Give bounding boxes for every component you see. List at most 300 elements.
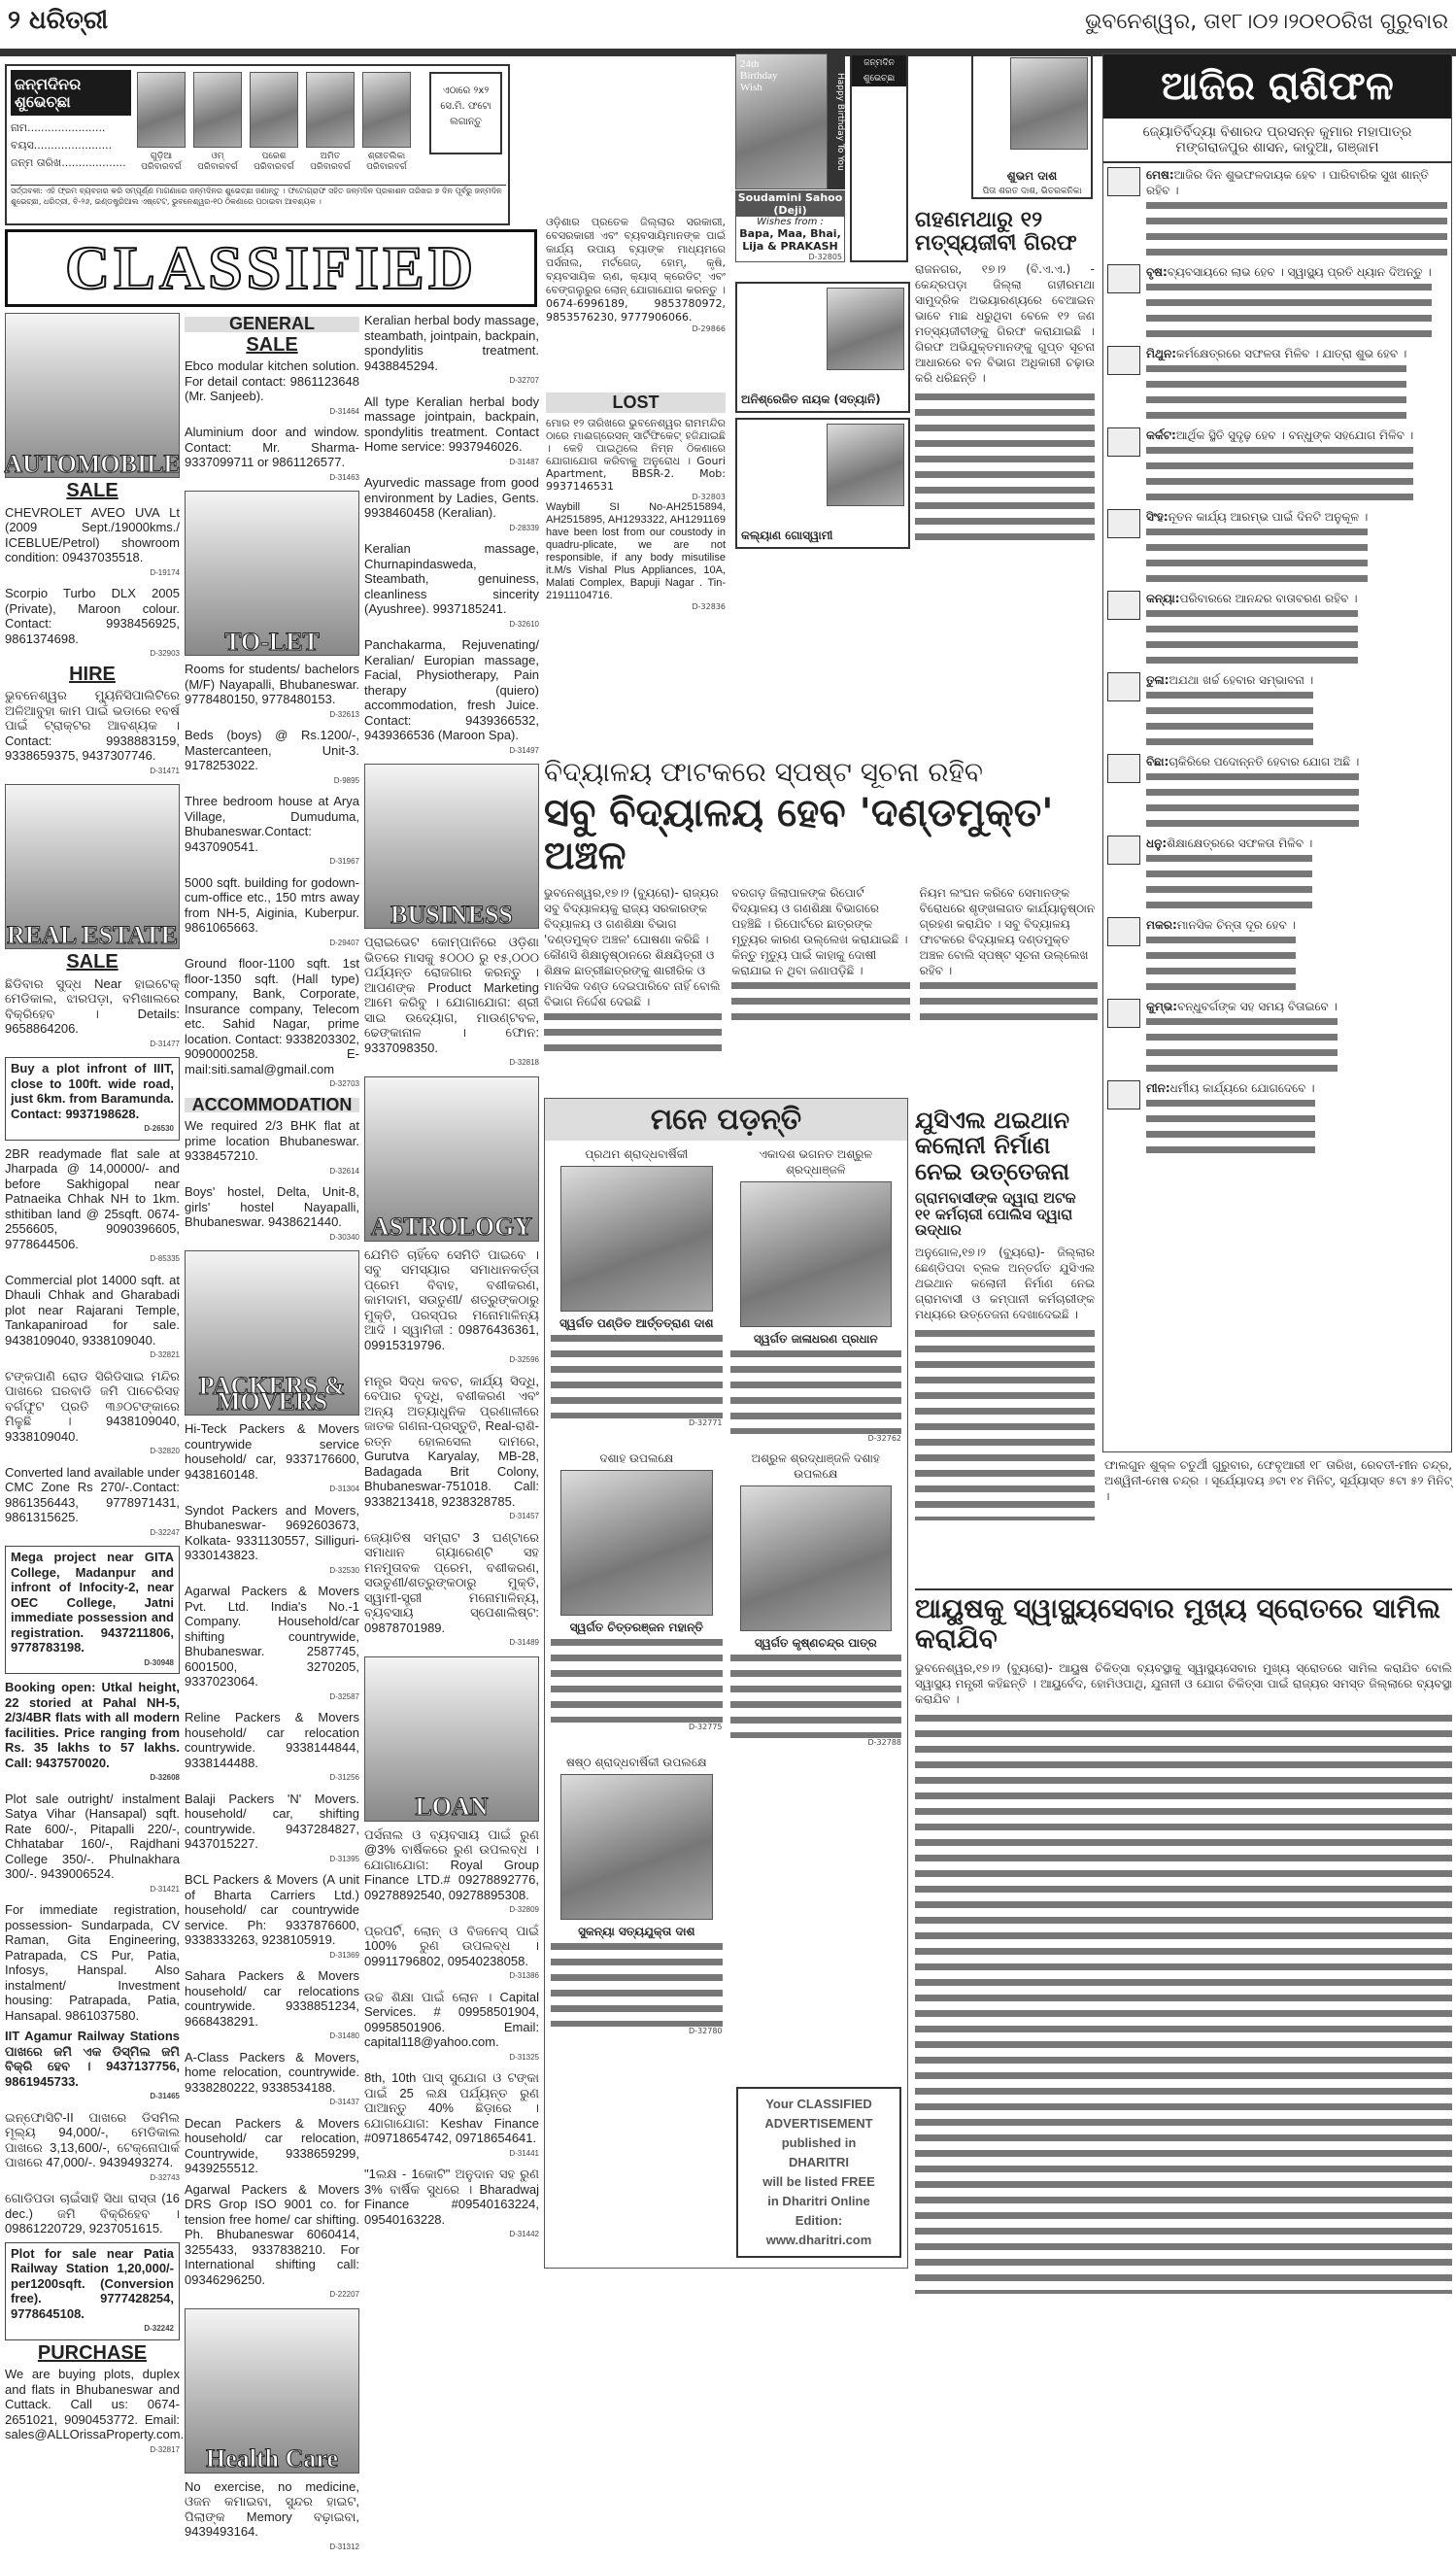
child-photo — [306, 72, 355, 148]
classified-ad — [364, 2070, 539, 2161]
ad-text: ଗୋଡିପଡା ଚାଇଁସାହି ସିଧା ରାସ୍ତା (16 dec.) ଜମି ବିକ୍ରିହେବ । 09861220729, 9237051615. — [5, 2191, 180, 2236]
ad-code: D-31442 — [509, 2230, 539, 2238]
ad-text: Keralian massage, Churnapindasweda, Steambath, genuiness, cleanliness sincerity (Ayushree). 9937185241. — [364, 541, 539, 616]
ad-code: D-31480 — [329, 2031, 359, 2040]
ad-code: D-31477 — [150, 1039, 180, 1048]
obituary-entry — [551, 1146, 723, 1443]
zodiac-name: ମିଥୁନ: — [1146, 347, 1177, 360]
classified-ad — [364, 541, 539, 631]
lost-ad: ମୋର ୧୨ ତାରିଖରେ ଭୁବନେଶ୍ୱର ରାମମନ୍ଦିର ଠାରେ ମାଈଗ୍ରେସନ୍ ସାର୍ଟିଫିକେଟ୍ ହଜିଯାଇଛି । କେହି ପାଇଥିଲେ ନିମ୍ନ ଠିକଣାରେ ଯୋଗାଯୋଗ କରିବାକୁ ଅନୁରୋଧ । Gouri Apartment, BBSR-2. Mob: 9937146531 — [546, 417, 726, 493]
section-heading: PURCHASE — [37, 2341, 148, 2364]
ad-code: D-32530 — [329, 1565, 359, 1575]
ad-text: Agarwal Packers & Movers Pvt. Ltd. India's No.-1 Company. Household/car shifting countrywide, Bhubaneswar. 2587745, 6001500, 3270205, 9337023064. — [185, 1584, 359, 1689]
automobile-banner-image: AUTOMOBILE — [5, 313, 180, 478]
child-entry — [137, 72, 186, 173]
ad-text: Beds (boys) @ Rs.1200/-, Mastercanteen, Unit-3. 9178253022. — [185, 728, 359, 772]
children-photos — [137, 66, 411, 173]
section-heading: SALE — [66, 480, 119, 501]
ad-code: D-31487 — [509, 457, 539, 466]
ad-code: D-32775 — [689, 1723, 723, 1731]
obituary-text — [551, 1635, 723, 1723]
ad-code: D-32805 — [808, 253, 842, 261]
classified-ad — [185, 358, 359, 419]
category-heading: GENERAL — [185, 317, 359, 332]
zodiac-name: ମକର: — [1146, 918, 1177, 932]
zodiac-entry — [1107, 917, 1447, 995]
zodiac-name: ମୀନ: — [1146, 1081, 1170, 1095]
ad-code: D-19174 — [150, 567, 180, 577]
ad-code: D-31256 — [329, 1773, 359, 1782]
ad-code: D-22207 — [329, 2290, 359, 2299]
classified-ad — [185, 1118, 359, 1178]
ad-code: D-32803 — [692, 493, 726, 501]
classified-ad — [185, 1184, 359, 1245]
classified-ad — [5, 1146, 180, 1267]
business-banner-image: BUSINESS — [364, 764, 539, 929]
obituary-label: ପ୍ରଥମ ଶ୍ରାଦ୍ଧବାର୍ଷିକୀ — [585, 1147, 689, 1161]
obituary-entry — [551, 1755, 723, 2035]
birthday-card-3 — [735, 282, 910, 413]
classified-ad — [185, 2050, 359, 2110]
ad-code: D-32771 — [689, 1418, 723, 1427]
birthday-fields — [11, 119, 131, 172]
loan-banner-image: LOAN — [364, 1656, 539, 1822]
classified-ad — [185, 1503, 359, 1579]
ad-code: D-31465 — [150, 2092, 180, 2100]
zodiac-text: ବ୍ୟବସାୟରେ ଲାଭ ହେବ । ସ୍ୱାସ୍ଥ୍ୟ ପ୍ରତି ଧ୍ୟାନ ଦିଅନ୍ତୁ । — [1167, 265, 1432, 279]
classified-ad — [364, 637, 539, 758]
ad-text: Booking open: Utkal height, 22 storied at Pahal NH-5, 2/3/4BR flats with all modern facilities. Price ranging from Rs. 35 lakhs to 57 lakhs. Call: 9437570020. — [5, 1680, 180, 1770]
ad-code: D-30340 — [329, 1232, 359, 1242]
zodiac-more-text — [1146, 361, 1406, 424]
zodiac-sign-icon — [1107, 427, 1140, 457]
deceased-name: ସ୍ୱର୍ଗତ କୃଷ୍ଣଚନ୍ଦ୍ର ପାତ୍ର — [754, 1636, 877, 1650]
ad-text: CHEVROLET AVEO UVA Lt (2009 Sept./19000kms./ ICEBLUE/Petrol) showroom condition: 09437035518. — [5, 504, 180, 564]
section-heading: SALE — [246, 333, 298, 356]
classified-ad — [364, 1530, 539, 1651]
headline: ଗହଣମଥାରୁ ୧୨ ମତ୍ସ୍ୟଜୀବୀ ଗିରଫ — [915, 208, 1077, 256]
ad-code: D-26530 — [144, 1124, 174, 1133]
category-heading: ACCOMMODATION — [185, 1098, 359, 1113]
ad-code: D-32587 — [329, 1691, 359, 1701]
zodiac-sign-icon — [1107, 591, 1140, 620]
ad-code: D-31386 — [509, 1971, 539, 1980]
ad-text: 2BR readymade flat sale at Jharpada @ 14,00000/- and before Sakhigopal near Patnaeika Chhak NH to 1km. sthitiban land @ 25sqft. 0674-2556605, 9090396605, 9778644506. — [5, 1145, 180, 1251]
classified-ad — [185, 956, 359, 1092]
child-caption: ଶ୍ରୀତଲିକା ପରିବାରବର୍ଗ — [366, 152, 407, 172]
classified-ad — [364, 1247, 539, 1368]
classified-ad — [5, 1680, 180, 1786]
ad-code: D-85335 — [150, 1254, 180, 1263]
age-field[interactable]: ବୟସ....................... — [11, 139, 113, 153]
ad-text: Sahara Packers & Movers household/ car relocations countrywide. 9338851234, 9668438291. — [185, 1968, 359, 2029]
classified-ad — [185, 425, 359, 485]
zodiac-entry — [1107, 591, 1447, 668]
real-estate-banner-image: REAL ESTATE — [5, 784, 180, 949]
birthday-form — [5, 64, 510, 225]
colony-story — [915, 1108, 1095, 1520]
classified-ad — [185, 1421, 359, 1497]
ad-code: D-28339 — [509, 523, 539, 532]
zodiac-name: ତୁଳା: — [1146, 673, 1169, 687]
zodiac-sign-icon — [1107, 836, 1140, 865]
ad-text: ଛିଡିବାର ସୁଦ୍ଧ Near ହାଇଟେକ୍ ମେଡିକାଲ, ଝାରପଡ଼ା, ବମିଖାଲରେ ବିକ୍ରିହେବ । Details: 9658864206. — [5, 975, 180, 1036]
ad-code: D-32788 — [867, 1738, 901, 1747]
zodiac-name: ବୃଷ: — [1146, 265, 1168, 279]
zodiac-more-text — [1146, 198, 1447, 260]
ad-text: Scorpio Turbo DLX 2005 (Private), Maroon colour. Contact: 9938456925, 9861374698. — [5, 586, 180, 646]
zodiac-text: ଶିକ୍ଷାକ୍ଷେତ୍ରରେ ସଫଳତା ମିଳିବ । — [1167, 836, 1313, 850]
child-caption: ଅମିତ ପରିବାରବର୍ଗ — [310, 152, 351, 172]
obituary-label: ଦଶାହ ଉପଲକ୍ଷେ — [599, 1451, 674, 1465]
birthday-card-shubham — [850, 53, 908, 262]
zodiac-text: ଧର୍ମୀୟ କାର୍ଯ୍ୟରେ ଯୋଗଦେବେ । — [1169, 1081, 1315, 1095]
section-heading: SALE — [66, 951, 119, 973]
ad-code: D-31497 — [509, 745, 539, 755]
ad-text: Hi-Teck Packers & Movers countrywide service household/ car, 9337176600, 9438160148. — [185, 1421, 359, 1482]
obituary-label: ଏକାଦଶ ଭଗନତ ଅଶ୍ରୁଳ ଶ୍ରଦ୍ଧାଞ୍ଜଳି — [759, 1147, 872, 1177]
story-columns — [544, 885, 1098, 1056]
classified-ad — [185, 662, 359, 722]
ad-text: All type Keralian herbal body massage jointpain, backpain, spondylitis treatment. Contact Home service: 9937946026. — [364, 393, 539, 454]
ad-text: ଜ୍ୟୋତିଷ ସମ୍ରାଟ 3 ଘଣ୍ଟାରେ ସମାଧାନ ଗ୍ୟାରେଣ୍ଟି ସହ ମନମୁତାବକ ପ୍ରେମ, ବଶୀକରଣ, ସଉତୁଣୀ/ଶତ୍ରୁଙ୍କଠାରୁ ମୁକ୍ତି, ସ୍ୱାମୀ-ସ୍ତ୍ରୀ ମନୋମାଳିନ୍ୟ, ବ୍ୟବସାୟ ସ୍ପେଶାଲିଷ୍ଟ: 09878701989. — [364, 1529, 539, 1635]
zodiac-entry — [1107, 264, 1447, 342]
obituary-text — [551, 1939, 723, 2027]
birthday-name: ଶୁଭମ ଦାଶ — [1006, 169, 1058, 183]
zodiac-name: କର୍କଟ: — [1146, 428, 1176, 442]
zodiac-more-text — [1146, 606, 1358, 668]
story-column: ବରଗଡ଼ ଜିଲାପାଳଙ୍କ ରିପୋର୍ଟ ବିଦ୍ୟାଳୟ ଓ ଗଣଶିକ୍ଷା ବିଭାଗରେ ପହଞ୍ଚିଛି । ରିପୋର୍ଟରେ ଛାତ୍ରଙ୍କ ମୃତ୍ୟୁର କାରଣ ଉଲ୍ଲେଖ କରାଯାଇଛି । କିନ୍ତୁ ମୃତ୍ୟୁ ପାଇଁ କାହାକୁ ଦୋଷୀ କରାଯାଇ ନ ଥିବା ଜଣାପଡ଼ିଛି । — [731, 885, 908, 977]
classified-ad — [185, 2479, 359, 2555]
ad-text: Three bedroom house at Arya Village, Dumuduma, Bhubaneswar.Contact: 9437090541. — [185, 794, 359, 854]
classified-ad — [364, 2167, 539, 2242]
ad-text: We are buying plots, duplex and flats in Bhubaneswar and Cuttack. Call us: 0674-2651021, 9090453772. Email: sales@ALLOrissaProperty.com. — [5, 2367, 185, 2441]
ad-code: D-32821 — [150, 1350, 180, 1359]
ad-code: D-31441 — [509, 2148, 539, 2158]
zodiac-sign-icon — [1107, 346, 1140, 375]
classified-ad — [5, 2242, 180, 2340]
main-headline: ସବୁ ବିଦ୍ୟାଳୟ ହେବ 'ଦଣ୍ଡମୁକ୍ତ' ଅଞ୍ଚଳ — [544, 790, 1054, 878]
birthday-card-2 — [971, 53, 1093, 199]
ad-text: Reline Packers & Movers household/ car relocation countrywide. 9338144844, 9338144488. — [185, 1710, 359, 1770]
ad-code: D-31437 — [329, 2098, 359, 2106]
astrologer-place: ମଙ୍ଗରାଜପୁର ଶାସନ, କାଦୁଆ, ଗଞ୍ଜାମ — [1175, 140, 1379, 155]
loan-notice-text: ଓଡ଼ିଶାର ପ୍ରତେକ ଜିଲ୍ଲାର ସରକାରୀ, ବେସରକାରୀ ଏବଂ ବ୍ୟବସାୟିମାନଙ୍କ ପାଇଁ କାର୍ଯ୍ୟ ଉପାୟ ବ୍ୟାଙ୍କ ମାଧ୍ୟମରେ ପର୍ସନାଲ, ମର୍ଟଗେଜ୍, ହୋମ୍, କୃଷି, ବ୍ୟବସାୟିକ ଋଣ, କ୍ୟାସ୍ କ୍ରେଡିଟ୍ ଏବଂ ବେଙ୍ଗଲୁରୁର ଲୋନ୍ ଯୋଗାଯୋଗ କରନ୍ତୁ । 0674-6996189, 9853780972, 9853576230, 9777906066. — [546, 216, 726, 324]
ad-text: Balaji Packers 'N' Movers. household/ car, shifting countrywide. 9437284827, 9437015227. — [185, 1791, 359, 1851]
ad-text: Buy a plot infront of IIIT, close to 100ft. wide road, just 6km. from Baramunda. Contact: 9937198628. — [11, 1061, 174, 1121]
ad-text: A-Class Packers & Movers, home relocation, countrywide. 9338280222, 9338534188. — [185, 2049, 359, 2095]
wishes-from: Bapa, Maa, Bhai, Lija & PRAKASH — [739, 227, 841, 253]
classified-ad — [5, 2110, 180, 2186]
zodiac-more-text — [1146, 280, 1432, 342]
ad-code: D-31369 — [329, 1950, 359, 1960]
ad-text: "1ଲକ୍ଷ - 1କୋଟି" ଅନୁଦାନ ସହ ରୁଣ 3% ବାର୍ଷିକ ସୁଧରେ । Bharadwaj Finance #09540163224, 09540163228. — [364, 2167, 539, 2227]
classified-ad — [185, 875, 359, 951]
soudamini-photo — [735, 53, 828, 189]
ad-code: D-32820 — [150, 1447, 180, 1455]
zodiac-more-text — [1146, 769, 1359, 832]
classified-column-3 — [364, 313, 539, 2248]
date-line: ଭୁବନେଶ୍ୱର, ତା୧୮।୦୨।୨୦୧୦ରିଖ ଗୁରୁବାର — [1085, 10, 1448, 34]
classified-ad — [5, 2029, 180, 2104]
lost-ad: Waybill SI No-AH2515894, AH2515895, AH1293322, AH1291169 have been lost from our coustody in quadru-plicate, we are not responsible, if any body misutilise it.M/s Vishal Plus Appliances, 10A, Malati Complex, Bapuji Nagar . Tin-21911104716. — [546, 501, 726, 601]
zodiac-sign-icon — [1107, 1080, 1140, 1109]
ad-text: Converted land available under CMC Zone Rs 270/-.Contact: 9861356443, 9778971431, 9861315625. — [5, 1464, 180, 1524]
classified-ad — [5, 2367, 185, 2457]
classified-ad — [5, 976, 180, 1052]
birthday-terms: ସର୍ତ୍ତାବଳୀ: ଏହି ଫ୍ରମ ବ୍ୟବହାର କରି ସମ୍ପୂର୍ଣ୍ଣ ମାଗଣାରେ ଜନ୍ମଦିନର ଶୁଭେଚ୍ଛା ଜଣାନ୍ତୁ । ଫଟୋଗ୍ରାଫ ସହିତ ଜନ୍ମଦିନ ପ୍ରକାଶନ ତାରିଖର ୭ ଦିନ ପୂର୍ବରୁ ଜନ୍ମଦିନ ଶୁଭେଚ୍ଛା, ଧରିତ୍ରୀ, ବି-୨୬, ଇଣ୍ଡଷ୍ଟ୍ରିଆଲ ଏଷ୍ଟେଟ, ଭୁବନେଶ୍ୱର-୧୦ ଠିକଣାରେ ପଠାଇବା ଆବଶ୍ୟକ । — [11, 185, 506, 207]
obituary-text — [730, 1651, 902, 1738]
astrology-banner-image: ASTROLOGY — [364, 1076, 539, 1242]
zodiac-entry — [1107, 1080, 1447, 1158]
ad-text: Ebco modular kitchen solution. For detail contact: 9861123648 (Mr. Sanjeeb). — [185, 358, 359, 403]
classified-ad — [364, 1990, 539, 2065]
birthday-parent: ପିତା ଶରତ ଦାଶ, ଭିତରକନିକା — [982, 187, 1082, 196]
ad-text: ପ୍ରପର୍ଟି, ଲୋନ୍ ଓ ବିଜନେସ୍ ପାଇଁ 100% ରୁଣ ଉପଲବ୍ଧ । 09911796802, 09540238058. — [364, 1923, 539, 1968]
ad-text: Decan Packers & Movers household/ car relocation, Countrywide, 9338659299, 9439255512. — [185, 2115, 359, 2175]
ad-code: D-32817 — [150, 2444, 180, 2454]
ad-code: D-32818 — [509, 1058, 539, 1067]
ad-code: D-31312 — [329, 2542, 359, 2551]
zodiac-entry — [1107, 836, 1447, 913]
ad-code: D-32743 — [150, 2172, 180, 2182]
ad-code: D-9895 — [333, 775, 359, 785]
ad-code: D-31421 — [150, 1884, 180, 1894]
loan-notice — [546, 216, 726, 333]
to-let-banner-image: TO-LET — [185, 491, 359, 656]
child-photo — [1010, 57, 1088, 150]
ad-text: IIT Agamur Railway Stations ପାଖରେ ଜମି ଏକ ଡିସ୍ମିଲ ଜମି ବିକ୍ରି ହେବ । 9437137756, 9861945733. — [5, 2029, 180, 2089]
ad-text: For immediate registration, possession- Sundarpada, CV Raman, Gita Engineering, Patrapada, CS Pur, Patia, Infosys, Hanspal. Also instalment/ Investment housing: Patrapada, Patia, Hansapal. 9861037580. — [5, 1902, 180, 2023]
classified-ad — [5, 505, 180, 581]
ad-text: Keralian herbal body massage, steambath, jointpain, backpain, spondylitis treatment. 9438845294. — [364, 313, 539, 373]
zodiac-name: କୁମ୍ଭ: — [1146, 1000, 1178, 1013]
obituary-text — [730, 1347, 902, 1434]
ad-text: 5000 sqft. building for godown-cum-office etc., 150 mtrs away from NH-5, Aiginia, Kuberpur. 9861065663. — [185, 874, 359, 935]
classified-ad — [185, 794, 359, 870]
portrait-photo — [740, 1181, 893, 1327]
ad-text: Agarwal Packers & Movers DRS Grop ISO 9001 co. for tension free home/ car shifting. Ph. Bhubaneswar 6060414, 3255433, 9337838210. For International shifting call: 09346296250. — [185, 2181, 359, 2287]
classified-banner: CLASSIFIED — [5, 229, 537, 307]
classified-ad — [5, 1369, 180, 1459]
child-photo — [250, 72, 298, 148]
obituary-label: ଅଶ୍ରୁଳ ଶ୍ରଦ୍ଧାଞ୍ଜଳି ଦଶାହ ଉପଲକ୍ଷେ — [751, 1451, 880, 1481]
subheadline: ଗ୍ରାମବାସୀଙ୍କ ଦ୍ୱାରା ଅଟକ ୧୧ କର୍ମଚାରୀ ପୋଲିସ ଦ୍ୱାରା ଉଦ୍ଧାର — [915, 1189, 1076, 1240]
zodiac-sign-icon — [1107, 167, 1140, 196]
story-column: ଭୁବନେଶ୍ୱର,୧୭।୨ (ବ୍ୟୁରୋ)- ରାଜ୍ୟର ସବୁ ବିଦ୍ୟାଳୟକୁ ରାଜ୍ୟ ସରକାରଙ୍କ ବିଦ୍ୟାଳୟ ଓ ଗଣଶିକ୍ଷା ବିଭାଗ 'ଦଣ୍ଡମୁକ୍ତ ଅଞ୍ଚଳ' ଘୋଷଣା କରିଛି । କୌଣସି ଶିକ୍ଷାନୁଷ୍ଠାନରେ ଶିକ୍ଷୟିତ୍ରୀ ଓ ଶିକ୍ଷକ ଛାତ୍ରୀଛାତ୍ରଙ୍କୁ ଶାରୀରିକ ଓ ମାନସିକ ଦଣ୍ଡ ଦେଇପାରିବେ ନାହିଁ ବୋଲି ବିଭାଗ ନିର୍ଦ୍ଦେଶ ଦେଇଛି । — [544, 885, 721, 1008]
zodiac-entry — [1107, 509, 1447, 587]
birthday-name: Soudamini Sahoo (Deji) — [737, 191, 843, 217]
ad-text: Boys' hostel, Delta, Unit-8, girls' hostel Nayapalli, Bhubaneswar. 9438621440. — [185, 1184, 359, 1229]
zodiac-entry — [1107, 672, 1447, 750]
wishes-label: Wishes from : — [757, 217, 824, 227]
classified-ad — [364, 1374, 539, 1524]
child-entry — [306, 72, 355, 173]
happy-birthday-strip: Happy Birthday To You — [828, 53, 845, 189]
obituary-entry — [730, 1146, 902, 1443]
ad-code: D-31395 — [329, 1854, 359, 1863]
story-body: ଅନୁଗୋଳ,୧୭।୨ (ବ୍ୟୁରୋ)- ଜିଲ୍ଲାର ଛେଣ୍ଡିପଦା ବ୍ଲକ ଅନ୍ତର୍ଗତ ଯୁସିଏଲ ଥଇଥାନ କଲୋନୀ ନିର୍ମାଣ ନେଇ ଗ୍ରାମବାସୀ ଓ କମ୍ପାନୀ କର୍ମଚାରୀଙ୍କ ମଧ୍ୟରେ ଉତ୍ତେଜନା ଦେଖାଦେଇଛି । — [915, 1245, 1095, 1321]
obituary-heading: ମନେ ପଡ଼ନ୍ତି — [545, 1099, 907, 1141]
ad-code: D-32703 — [329, 1079, 359, 1088]
child-caption: ଗୁଡ଼ିଆ ପରିବାରବର୍ଗ — [141, 152, 182, 172]
classified-column-1 — [4, 313, 185, 2463]
horoscope-section — [1102, 53, 1452, 1452]
ad-code: D-31464 — [329, 406, 359, 416]
ad-text: Rooms for students/ bachelors (M/F) Nayapalli, Bhubaneswar. 9778480150, 9778480153. — [185, 662, 359, 706]
ad-code: D-32613 — [329, 709, 359, 719]
ad-text: Panchakarma, Rejuvenating/ Keralian/ Europian massage, Facial, Physiotherapy, Pain therapy (quiero) accommodation, fresh Juice. Contact: 9439366532, 9439366536 (Maroon Spa). — [364, 637, 539, 742]
zodiac-more-text — [1146, 933, 1296, 995]
ad-text: Plot for sale near Patia Railway Station 1,20,000/-per1200sqft. (Conversion free). 9777428254, 9778645108. — [11, 2245, 174, 2321]
portrait-photo — [560, 1166, 713, 1312]
ad-text: Commercial plot 14000 sqft. at Dhauli Chhak and Gharabadi plot near Rajarani Temple, Tankapaniroad for sale. 9438109040, 9338109040. — [5, 1272, 180, 1348]
zodiac-more-text — [1146, 525, 1368, 587]
ad-text: Syndot Packers and Movers, Bhubaneswar- 9692603673, Kolkata- 9331130557, Silliguri- 9330143823. — [185, 1502, 359, 1562]
classified-ad — [185, 2116, 359, 2176]
zodiac-text: ବନ୍ଧୁବର୍ଗଙ୍କ ସହ ସମୟ ବିତାଇବେ । — [1177, 1000, 1337, 1013]
ad-code: D-32247 — [150, 1527, 180, 1537]
classified-column-2 — [185, 313, 359, 2560]
classified-ad — [364, 475, 539, 535]
child-photo — [193, 72, 242, 148]
section-heading: HIRE — [69, 663, 116, 685]
ad-text: Ayurvedic massage from good environment by Ladies, Gents. 9938460458 (Keralian). — [364, 475, 539, 520]
classified-ad — [5, 1465, 180, 1541]
ad-code: D-32610 — [509, 619, 539, 629]
ad-code: D-30948 — [144, 1657, 174, 1667]
zodiac-entry — [1107, 427, 1447, 505]
zodiac-name: ଧନୁ: — [1146, 836, 1168, 850]
classified-ad — [5, 688, 180, 778]
classified-ad — [5, 2191, 180, 2236]
soudamini-caption — [735, 190, 845, 262]
ad-code: D-32809 — [509, 1905, 539, 1914]
zodiac-name: ସିଂହ: — [1146, 510, 1168, 524]
classified-ad — [185, 1710, 359, 1786]
portrait-photo — [560, 1774, 713, 1920]
ad-text: ମନ୍ତ୍ର ସିଦ୍ଧ କବଚ, କାର୍ଯ୍ୟ ସିଦ୍ଧି, ବେପାର ବୃଦ୍ଧି, ବଶୀକରଣ ଏବଂ ଅନ୍ୟ ଅତ୍ୟାଧୁନିକ ପ୍ରଣାଳୀରେ ଜାତକ ଗଣନା-ପ୍ରସ୍ତୁତି, Real-ରାଶି-ରତ୍ନ ହୋଲସେଲ ଦାମରେ, Gurutva Karyalay, MB-28, Badagada Brit Colony, Bhubaneswar-751018. Call: 9338213418, 9238328785. — [364, 1373, 539, 1509]
ad-code: D-31304 — [329, 1485, 359, 1493]
ad-text: Aluminium door and window. Contact: Mr. Sharma-9337099711 or 9861126577. — [185, 425, 359, 469]
card-title: ଜନ୍ମଦିନ ଶୁଭେଚ୍ଛା — [852, 55, 906, 86]
fishermen-story — [915, 209, 1095, 545]
classified-ad — [185, 728, 359, 788]
ad-text: Mega project near GITA College, Madanpur and infront of Infocity-2, near OEC College, Jatni immediate possession and registration. 9437211806, 9778783198. — [11, 1550, 174, 1655]
zodiac-sign-icon — [1107, 509, 1140, 538]
child-entry — [362, 72, 411, 173]
ad-code: D-31967 — [329, 857, 359, 866]
child-photo — [137, 72, 186, 148]
zodiac-more-text — [1146, 443, 1413, 505]
headline: ଆୟୁଷକୁ ସ୍ୱାସ୍ଥ୍ୟସେବାର ମୁଖ୍ୟ ସ୍ରୋତରେ ସାମିଲ କରାଯିବ — [915, 1588, 1452, 1655]
zodiac-more-text — [1146, 851, 1312, 913]
headline: ଯୁସିଏଲ ଥଇଥାନ କଲୋନୀ ନିର୍ମାଣ ନେଇ ଉତ୍ତେଜନା — [915, 1107, 1070, 1185]
zodiac-text: ଆଜିର ଦିନ ଶୁଭଫଳଦାୟକ ହେବ । ପାରିବାରିକ ସୁଖ ଶାନ୍ତି ରହିବ । — [1146, 168, 1429, 197]
ad-code: D-32242 — [144, 2324, 174, 2333]
zodiac-sign-icon — [1107, 917, 1140, 946]
classified-ad — [185, 1872, 359, 1963]
ad-text: 8th, 10th ପାସ୍ ସୁଯୋଗ ଓ ଟଙ୍କା ପାଇଁ 25 ଲକ୍ଷ ପର୍ଯ୍ୟନ୍ତ ରୁଣ ପାଆନ୍ତୁ 40% ଛିଡ଼ାରେ । ଯୋଗାଯୋଗ: Keshav Finance #09718654742, 09718654641. — [364, 2070, 539, 2145]
ad-code: D-32780 — [689, 2027, 723, 2035]
page-number-masthead: ୨ ଧରିତ୍ରୀ — [8, 6, 109, 35]
portrait-photo — [560, 1470, 713, 1616]
zodiac-sign-icon — [1107, 264, 1140, 293]
ad-code: D-32596 — [509, 1355, 539, 1364]
deceased-name: ସୁକନ୍ୟା ସତ୍ୟଯୁକ୍ତା ଦାଶ — [578, 1925, 695, 1938]
zodiac-name: ବିଛା: — [1146, 755, 1169, 768]
obituary-section — [544, 1098, 908, 2269]
obituary-label: ଷଷ୍ଠ ଶ୍ରାଦ୍ଧବାର୍ଷିକୀ ଉପଲକ୍ଷେ — [565, 1756, 707, 1769]
classified-ad — [5, 1792, 180, 1897]
ad-code: D-31457 — [509, 1512, 539, 1520]
astrologer-name: ଜ୍ୟୋତିର୍ବିଦ୍ୟା ବିଶାରଦ ପ୍ରସନ୍ନ କୁମାର ମହାପାତ୍ର — [1142, 124, 1412, 140]
birthday-title: ଜନ୍ମଦିନର ଶୁଭେଚ୍ଛା — [11, 70, 131, 116]
story-body: ରାଜନଗର, ୧୭।୨ (ବି.ଏ.ଏ.) - କେନ୍ଦ୍ରପଡ଼ା ଜିଲ୍ଲା ଗହୀରମଥା ସାମୁଦ୍ରିକ ଅଭୟାରଣ୍ୟରେ ବେଆଇନ ଭାବେ ମାଛ ଧରୁଥିବା ବେଳେ ୧୨ ଜଣ ମତ୍ସ୍ୟଜୀବୀଙ୍କୁ ଗିରଫ କରାଯାଇଛି । ଗିରଫ ଅଭିଯୁକ୍ତମାନଙ୍କୁ ଗୁପ୍ତ ସୂଚନା ଆଧାରରେ ବନ ବିଭାଗ ଅଧିକାରୀ ଚଢ଼ାଉ କରି ଧରିଛନ୍ତି । — [915, 262, 1095, 386]
zodiac-entry — [1107, 999, 1447, 1076]
classified-ad — [364, 394, 539, 470]
classified-ad — [5, 1273, 180, 1363]
ad-text: ପ୍ରାଇଭେଟ କୋମ୍ପାନିରେ ଓଡ଼ିଶା ଭିତରେ ମାସକୁ ୫୦୦୦ ରୁ ୧୫,୦୦୦ ପର୍ଯ୍ୟନ୍ତ ରୋଜଗାର କରନ୍ତୁ । ଆପଣଙ୍କ Product Marketing ଆମେ କରିବୁ । ଯୋଗାଯୋଗ: ଶ୍ରୀ ସାଇ ଉଦ୍ୟୋଗ, ମାଉଣ୍ଟବଳ, ଢେଙ୍କାନାଳ । ଫୋନ: 9337098350. — [364, 935, 539, 1055]
website-link[interactable]: www.dharitri.com — [765, 2233, 872, 2247]
obituary-entry — [551, 1451, 723, 1747]
ad-code: D-29407 — [329, 938, 359, 947]
story-body: ଭୁବନେଶ୍ୱର,୧୭।୨ (ବ୍ୟୁରୋ)- ଆୟୁଷ ଚିକିତ୍ସା ବ୍ୟବସ୍ଥାକୁ ସ୍ୱାସ୍ଥ୍ୟସେବାର ମୁଖ୍ୟ ସ୍ରୋତରେ ସାମିଲ କରାଯିବ ବୋଲି ସ୍ୱାସ୍ଥ୍ୟ ମନ୍ତ୍ରୀ କହିଛନ୍ତି । ଆୟୁର୍ବେଦ, ହୋମିଓପାଥି, ଯୁନାନୀ ଓ ଯୋଗ ଚିକିତ୍ସା ପାଇଁ ରାଜ୍ୟର ସମସ୍ତ ଜିଲ୍ଲାରେ ବ୍ୟବସ୍ଥା କରାଯିବ । — [915, 1660, 1452, 1706]
packers-movers-banner-image: PACKERS & MOVERS — [185, 1250, 359, 1416]
ad-text: Plot sale outright/ instalment Satya Vihar (Hansapal) sqft. Rate 600/-, Pitapalli 220/-, Chhatabar 160/-, Rajdhani College 350/-. Phulnakhara 300/-. 9439006524. — [5, 1791, 180, 1881]
ad-text: ଟଙ୍କପାଣି ରୋଡ ସିରିଡିସାଇ ମନ୍ଦିର ପାଖରେ ଘରବାଡି ଜମି ପାଚେରିସହ ବର୍ଗଫୁଟ ପ୍ରତି ୩୬୦ଟଙ୍କାରେ ମିଳୁଛି । 9438109040, 9338109040. — [5, 1368, 180, 1444]
ad-code: D-31489 — [509, 1638, 539, 1647]
classified-ad — [5, 586, 180, 662]
zodiac-text: ନୂତନ କାର୍ଯ୍ୟ ଆରମ୍ଭ ପାଇଁ ଦିନଟି ଅନୁକୂଳ । — [1168, 510, 1369, 524]
classified-ad — [364, 1827, 539, 1918]
classified-ad — [5, 1546, 180, 1674]
dob-field[interactable]: ଜନ୍ମ ତାରିଖ................... — [11, 156, 126, 170]
ad-code: D-31325 — [509, 2052, 539, 2062]
birthday-name: ଅନିଶ୍ରେଜିତ ନାୟକ (ସତ୍ୟାନି) — [741, 393, 881, 406]
online-promo: Your CLASSIFIED ADVERTISEMENT published in DHARITRI will be listed FREE in Dharitri Online Edition: www.dharitri.com — [736, 2087, 901, 2258]
ad-text: We required 2/3 BHK flat at prime location Bhubaneswar. 9338457210. — [185, 1118, 359, 1163]
ad-code: D-32608 — [150, 1773, 180, 1782]
main-story — [544, 758, 1098, 1056]
child-caption: ପରେଶ ପରିବାରବର୍ଗ — [254, 152, 294, 172]
classified-ad — [364, 935, 539, 1071]
photo-placeholder: ଏଠାରେ ୨x୨ ସେ.ମି. ଫଟୋ ଲଗାନ୍ତୁ — [429, 72, 502, 154]
deceased-name: ସ୍ୱର୍ଗତ ପଣ୍ଡିତ ଆର୍ତ୍ତତ୍ରାଣ ଦାଶ — [559, 1316, 714, 1330]
ayush-story — [915, 1588, 1452, 2294]
zodiac-text: ଚାକିରିରେ ପଦୋନ୍ନତି ହେବାର ଯୋଗ ଅଛି । — [1168, 755, 1360, 768]
child-photo — [362, 72, 411, 148]
classified-ad — [5, 1902, 180, 2023]
classified-ad — [185, 1792, 359, 1867]
zodiac-entry — [1107, 167, 1447, 260]
zodiac-entry — [1107, 346, 1447, 424]
deceased-name: ସ୍ୱର୍ଗତ ଚିତ୍ତରଞ୍ଜନ ମହାନ୍ତି — [569, 1621, 703, 1634]
classified-ad — [364, 313, 539, 389]
zodiac-entry — [1107, 754, 1447, 832]
ad-code: D-32836 — [692, 602, 726, 611]
zodiac-sign-icon — [1107, 999, 1140, 1028]
zodiac-text: କର୍ମକ୍ଷେତ୍ରରେ ସଫଳତା ମିଳିବ । ଯାତ୍ରା ଶୁଭ ହେବ । — [1176, 347, 1407, 360]
classified-ad — [364, 1924, 539, 1984]
ad-code: D-31463 — [329, 472, 359, 482]
ad-code: D-29866 — [692, 324, 726, 333]
child-entry — [193, 72, 242, 173]
birthday-form-left — [11, 70, 131, 172]
classified-ad — [185, 1968, 359, 2044]
lost-section — [546, 393, 726, 611]
name-field[interactable]: ନାମ....................... — [11, 121, 106, 135]
